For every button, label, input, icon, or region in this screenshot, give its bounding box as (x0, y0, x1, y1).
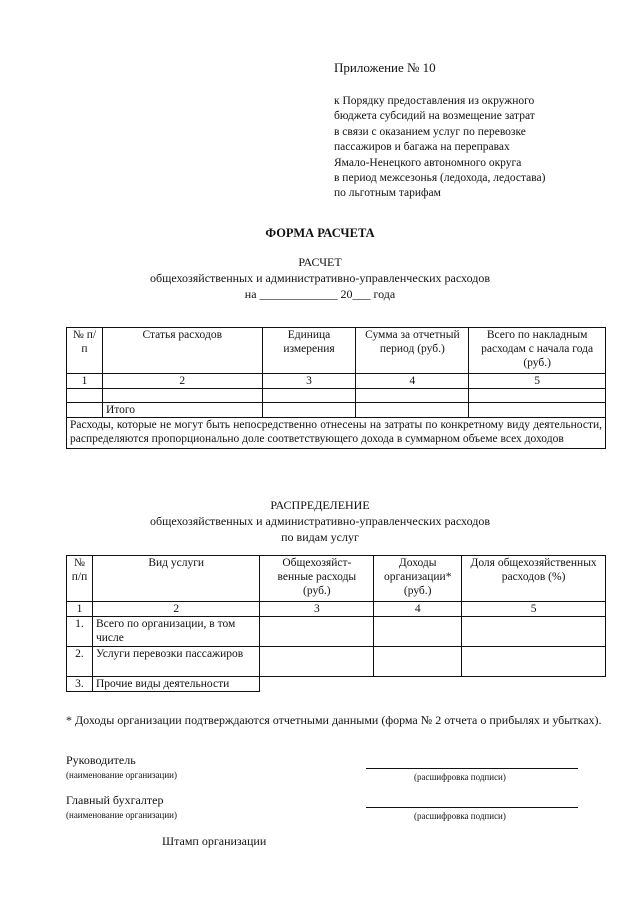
accountant-caption: (наименование организации) (66, 810, 177, 820)
number-cell: 5 (462, 602, 606, 617)
table-cell (262, 403, 356, 418)
table-total-row (67, 403, 606, 418)
table-number-row (67, 602, 606, 617)
number-cell: 3 (260, 602, 374, 617)
table-note-row (67, 418, 606, 449)
table-cell (462, 617, 606, 647)
calc-heading-block (0, 254, 640, 302)
calc-table (66, 327, 606, 449)
row-number: 2. (67, 647, 93, 677)
row-number: 1. (67, 617, 93, 647)
table-cell (260, 647, 374, 677)
calc-subheading: общехозяйственных и административно-управленческих расходов (149, 271, 491, 285)
table-header-row (67, 328, 606, 374)
table-cell (374, 647, 462, 677)
table-cell (374, 617, 462, 647)
table-row (67, 677, 606, 692)
number-cell: 4 (374, 602, 462, 617)
dist-heading: РАСПРЕДЕЛЕНИЕ (270, 498, 370, 512)
form-title: ФОРМА РАСЧЕТА (265, 226, 375, 240)
accountant-label: Главный бухгалтер (66, 793, 164, 807)
table-cell (102, 389, 262, 403)
header-cell: Сумма за отчетный период (руб.) (356, 328, 469, 374)
appendix-description (334, 94, 545, 202)
header-cell: Доходы организации* (руб.) (374, 556, 462, 602)
stamp-label: Штамп организации (162, 834, 267, 848)
header-cell: Доля общехозяйственных расходов (%) (462, 556, 606, 602)
header-cell: Единица измерения (262, 328, 356, 374)
head-decode-caption: (расшифровка подписи) (414, 772, 506, 782)
calc-date-line: на _____________ 20___ года (244, 287, 396, 301)
dist-subheading: общехозяйственных и административно-управленческих расходов (149, 514, 491, 528)
table-cell (67, 403, 103, 418)
row-name: Услуги перевозки пассажиров (92, 647, 260, 677)
table-cell (356, 389, 469, 403)
row-number: 3. (67, 677, 93, 692)
number-cell: 2 (102, 374, 262, 389)
appendix-line: в период межсезонья (ледохода, ледостава) (334, 172, 546, 185)
row-name: Прочие виды деятельности (92, 677, 260, 692)
row-name: Всего по организации, в том числе (92, 617, 260, 647)
appendix-line: пассажиров и багажа на переправах (334, 141, 510, 154)
appendix-line: бюджета субсидий на возмещение затрат (334, 110, 535, 123)
header-cell: Вид услуги (92, 556, 260, 602)
dist-heading-block (0, 497, 640, 545)
accountant-decode-caption: (расшифровка подписи) (414, 811, 506, 821)
head-label: Руководитель (66, 753, 136, 767)
table-cell (374, 677, 462, 692)
number-cell: 1 (67, 602, 93, 617)
table-cell (469, 389, 606, 403)
header-cell: Всего по накладным расходам с начала года (руб.) (469, 328, 606, 374)
header-cell: Общехозяйст- венные расходы (руб.) (260, 556, 374, 602)
table-row (67, 389, 606, 403)
table-row (67, 617, 606, 647)
head-signature-line (366, 768, 578, 769)
table-cell (262, 389, 356, 403)
number-cell: 4 (356, 374, 469, 389)
total-label: Итого (102, 403, 262, 418)
table-cell (260, 617, 374, 647)
appendix-line: в связи с оказанием услуг по перевозке (334, 125, 526, 138)
table-note: Расходы, которые не могут быть непосредственно отнесены на затраты по конкретному виду деятельности, распределяются пропорционально доле соответствующего дохода в суммарном объеме всех доходов (67, 418, 606, 449)
table-row (67, 647, 606, 677)
table-cell (469, 403, 606, 418)
table-cell (260, 677, 374, 692)
appendix-line: к Порядку предоставления из окружного (334, 95, 535, 107)
dist-table (66, 555, 606, 692)
header-cell: № п/п (67, 328, 103, 374)
head-caption: (наименование организации) (66, 770, 177, 780)
header-cell: Статья расходов (102, 328, 262, 374)
appendix-line: Ямало-Ненецкого автономного округа (334, 156, 522, 169)
dist-subheading-2: по видам услуг (281, 530, 359, 544)
footnote: * Доходы организации подтверждаются отчетными данными (форма № 2 отчета о прибылях и убытках). (66, 713, 602, 727)
table-cell (462, 677, 606, 692)
appendix-title: Приложение № 10 (334, 60, 436, 75)
number-cell: 5 (469, 374, 606, 389)
table-number-row (67, 374, 606, 389)
table-cell (67, 389, 103, 403)
number-cell: 3 (262, 374, 356, 389)
calc-heading: РАСЧЕТ (298, 255, 342, 269)
number-cell: 1 (67, 374, 103, 389)
table-cell (462, 647, 606, 677)
header-cell: № п/п (67, 556, 93, 602)
appendix-line: по льготным тарифам (334, 187, 441, 200)
accountant-signature-line (366, 807, 578, 808)
number-cell: 2 (92, 602, 260, 617)
table-cell (356, 403, 469, 418)
table-header-row (67, 556, 606, 602)
